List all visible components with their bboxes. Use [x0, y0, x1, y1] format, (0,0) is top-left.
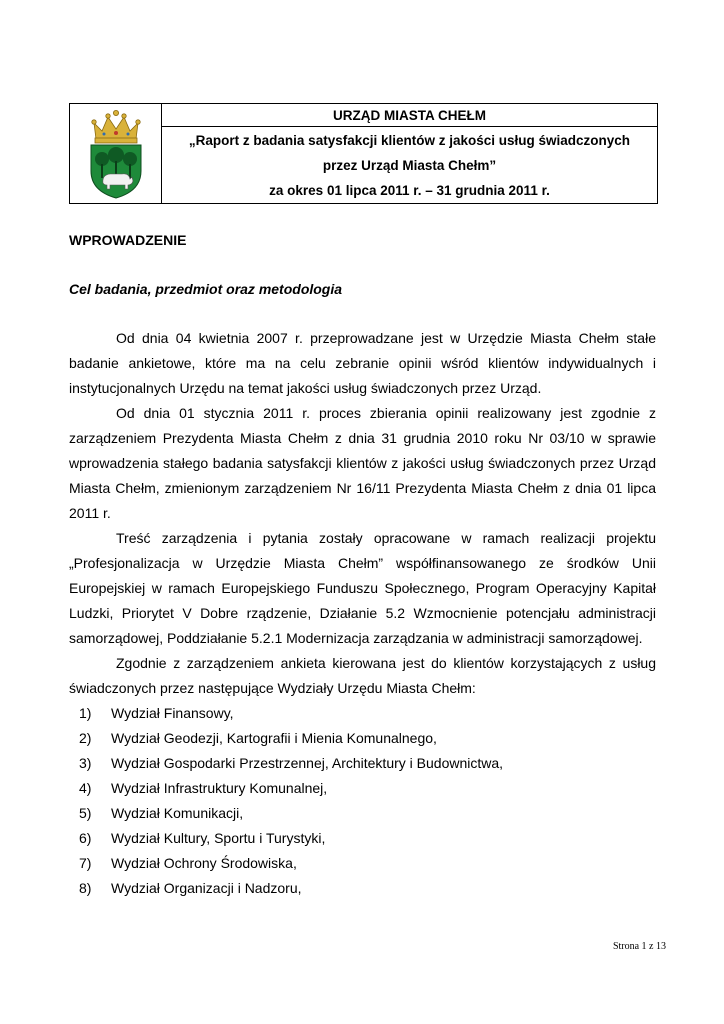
document-body [69, 228, 656, 901]
logo-cell [70, 104, 162, 203]
list-item: 7) Wydział Ochrony Środowiska, [79, 855, 297, 871]
paragraph-2: Od dnia 01 stycznia 2011 r. proces zbierania opinii realizowany jest zgodnie z zarządzeniem Prezydenta Miasta Chełm z dnia 31 grudnia 2010 roku Nr 03/10 w sprawie wprowadzenia stałego badania satysfakcji klientów z jakości usług świadczonych przez Urząd Miasta Chełm, zmienionym zarządzeniem Nr 16/11 Prezydenta Miasta Chełm z dnia 01 lipca 2011 r. [69, 405, 656, 521]
report-period: za okres 01 lipca 2011 r. – 31 grudnia 2011 r. [269, 183, 550, 198]
list-item: 5) Wydział Komunikacji, [79, 805, 244, 821]
section-heading: WPROWADZENIE [69, 232, 187, 248]
section-subheading: Cel badania, przedmiot oraz metodologia [69, 281, 343, 297]
coat-of-arms-icon [88, 109, 144, 199]
list-item: 6) Wydział Kultury, Sportu i Turystyki, [79, 830, 326, 846]
list-item: 2) Wydział Geodezji, Kartografii i Mienia Komunalnego, [79, 730, 437, 746]
title-cell [162, 104, 657, 203]
paragraph-3: Treść zarządzenia i pytania zostały opracowane w ramach realizacji projektu „Profesjonalizacja w Urzędzie Miasta Chełm” współfinansowanego ze środków Unii Europejskiej w ramach Europejskiego Funduszu Społecznego, Program Operacyjny Kapitał Ludzki, Priorytet V Dobre rządzenie, Działanie 5.2 Wzmocnienie potencjału administracji samorządowej, Poddziałanie 5.2.1 Modernizacja zarządzania w administracji samorządowej. [69, 530, 656, 646]
office-name: URZĄD MIASTA CHEŁM [162, 104, 657, 127]
report-title-line1: „Raport z badania satysfakcji klientów z jakości usług świadczonych [188, 133, 631, 148]
crown [91, 110, 139, 143]
paragraph-4: Zgodnie z zarządzeniem ankieta kierowana jest do klientów korzystających z usług świadczonych przez następujące Wydziały Urzędu Miasta Chełm: [69, 655, 656, 696]
page-number: Strona 1 z 13 [612, 941, 666, 952]
report-title-line2: przez Urząd Miasta Chełm” [322, 158, 497, 173]
header-table [69, 103, 658, 204]
department-list [69, 701, 656, 901]
paragraph-1: Od dnia 04 kwietnia 2007 r. przeprowadzane jest w Urzędzie Miasta Chełm stałe badanie ankietowe, które ma na celu zebranie opinii wśród klientów indywidualnych i instytucjonalnych Urzędu na temat jakości usług świadczonych przez Urząd. [69, 330, 656, 396]
list-item: 3) Wydział Gospodarki Przestrzennej, Architektury i Budownictwa, [79, 755, 504, 771]
list-item: 1) Wydział Finansowy, [79, 705, 234, 721]
list-item: 8) Wydział Organizacji i Nadzoru, [79, 880, 302, 896]
report-title [162, 127, 657, 203]
list-item: 4) Wydział Infrastruktury Komunalnej, [79, 780, 328, 796]
